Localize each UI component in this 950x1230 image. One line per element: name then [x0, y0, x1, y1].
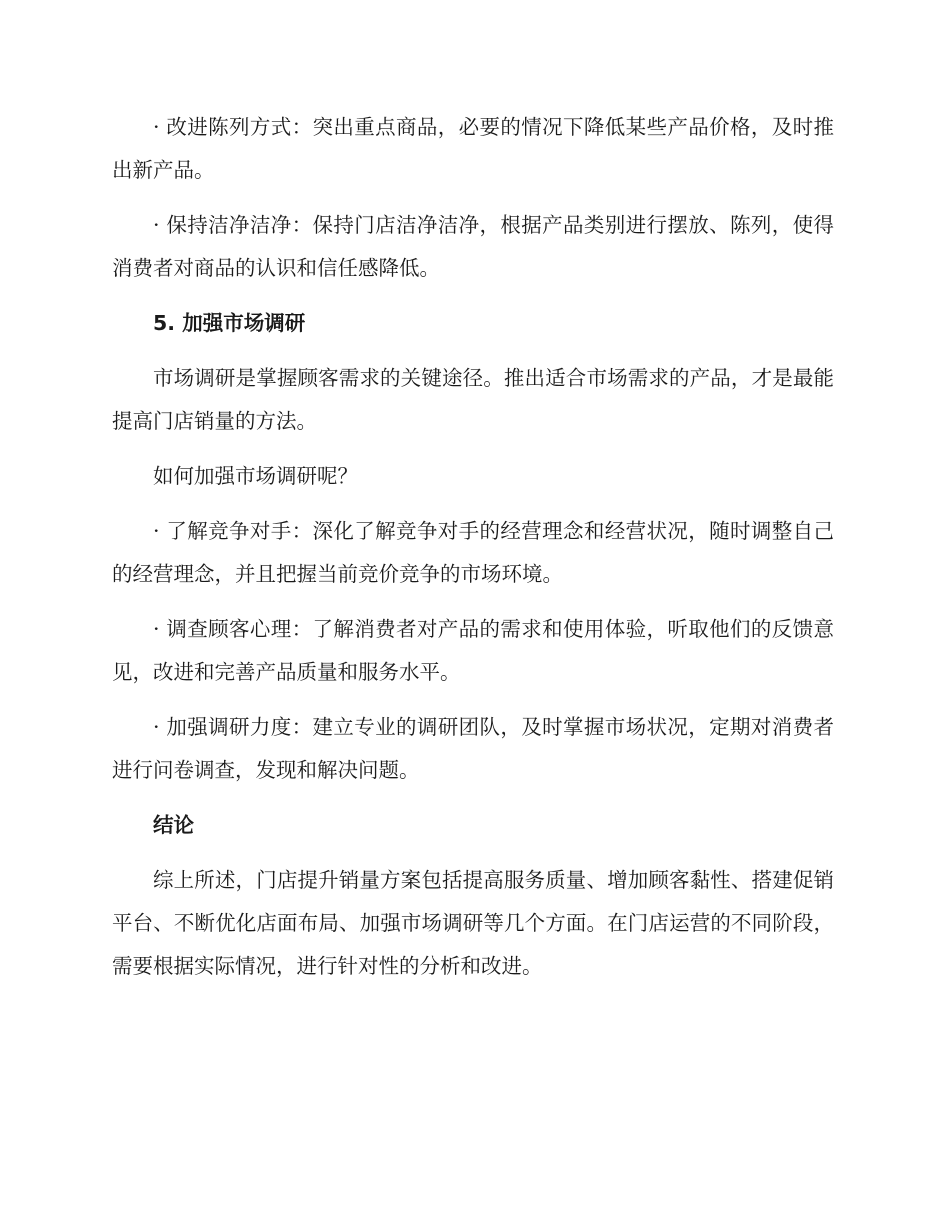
bullet-keep-clean: · 保持洁净洁净：保持门店洁净洁净，根据产品类别进行摆放、陈列，使得消费者对商品的认识和信任感降低。 [112, 213, 834, 280]
section-heading-conclusion: 结论 [153, 813, 194, 837]
bullet-customer-psychology: · 调查顾客心理：了解消费者对产品的需求和使用体验，听取他们的反馈意见，改进和完善产品质量和服务水平。 [112, 617, 834, 684]
paragraph-market-research-intro: 市场调研是掌握顾客需求的关键途径。推出适合市场需求的产品，才是最能提高门店销量的方法。 [112, 366, 834, 433]
bullet-research-intensity: · 加强调研力度：建立专业的调研团队，及时掌握市场状况，定期对消费者进行问卷调查，发现和解决问题。 [112, 715, 834, 782]
bullet-improve-display: · 改进陈列方式：突出重点商品，必要的情况下降低某些产品价格，及时推出新产品。 [112, 115, 834, 182]
bullet-know-competitors: · 了解竞争对手：深化了解竞争对手的经营理念和经营状况，随时调整自己的经营理念，并且把握当前竞价竞争的市场环境。 [112, 519, 834, 586]
paragraph-conclusion: 综上所述，门店提升销量方案包括提高服务质量、增加顾客黏性、搭建促销平台、不断优化店面布局、加强市场调研等几个方面。在门店运营的不同阶段，需要根据实际情况，进行针对性的分析和改进。 [112, 868, 834, 978]
document-body [112, 106, 834, 1000]
paragraph-market-research-question: 如何加强市场调研呢？ [153, 464, 358, 488]
section-heading-market-research: 5. 加强市场调研 [153, 311, 306, 335]
